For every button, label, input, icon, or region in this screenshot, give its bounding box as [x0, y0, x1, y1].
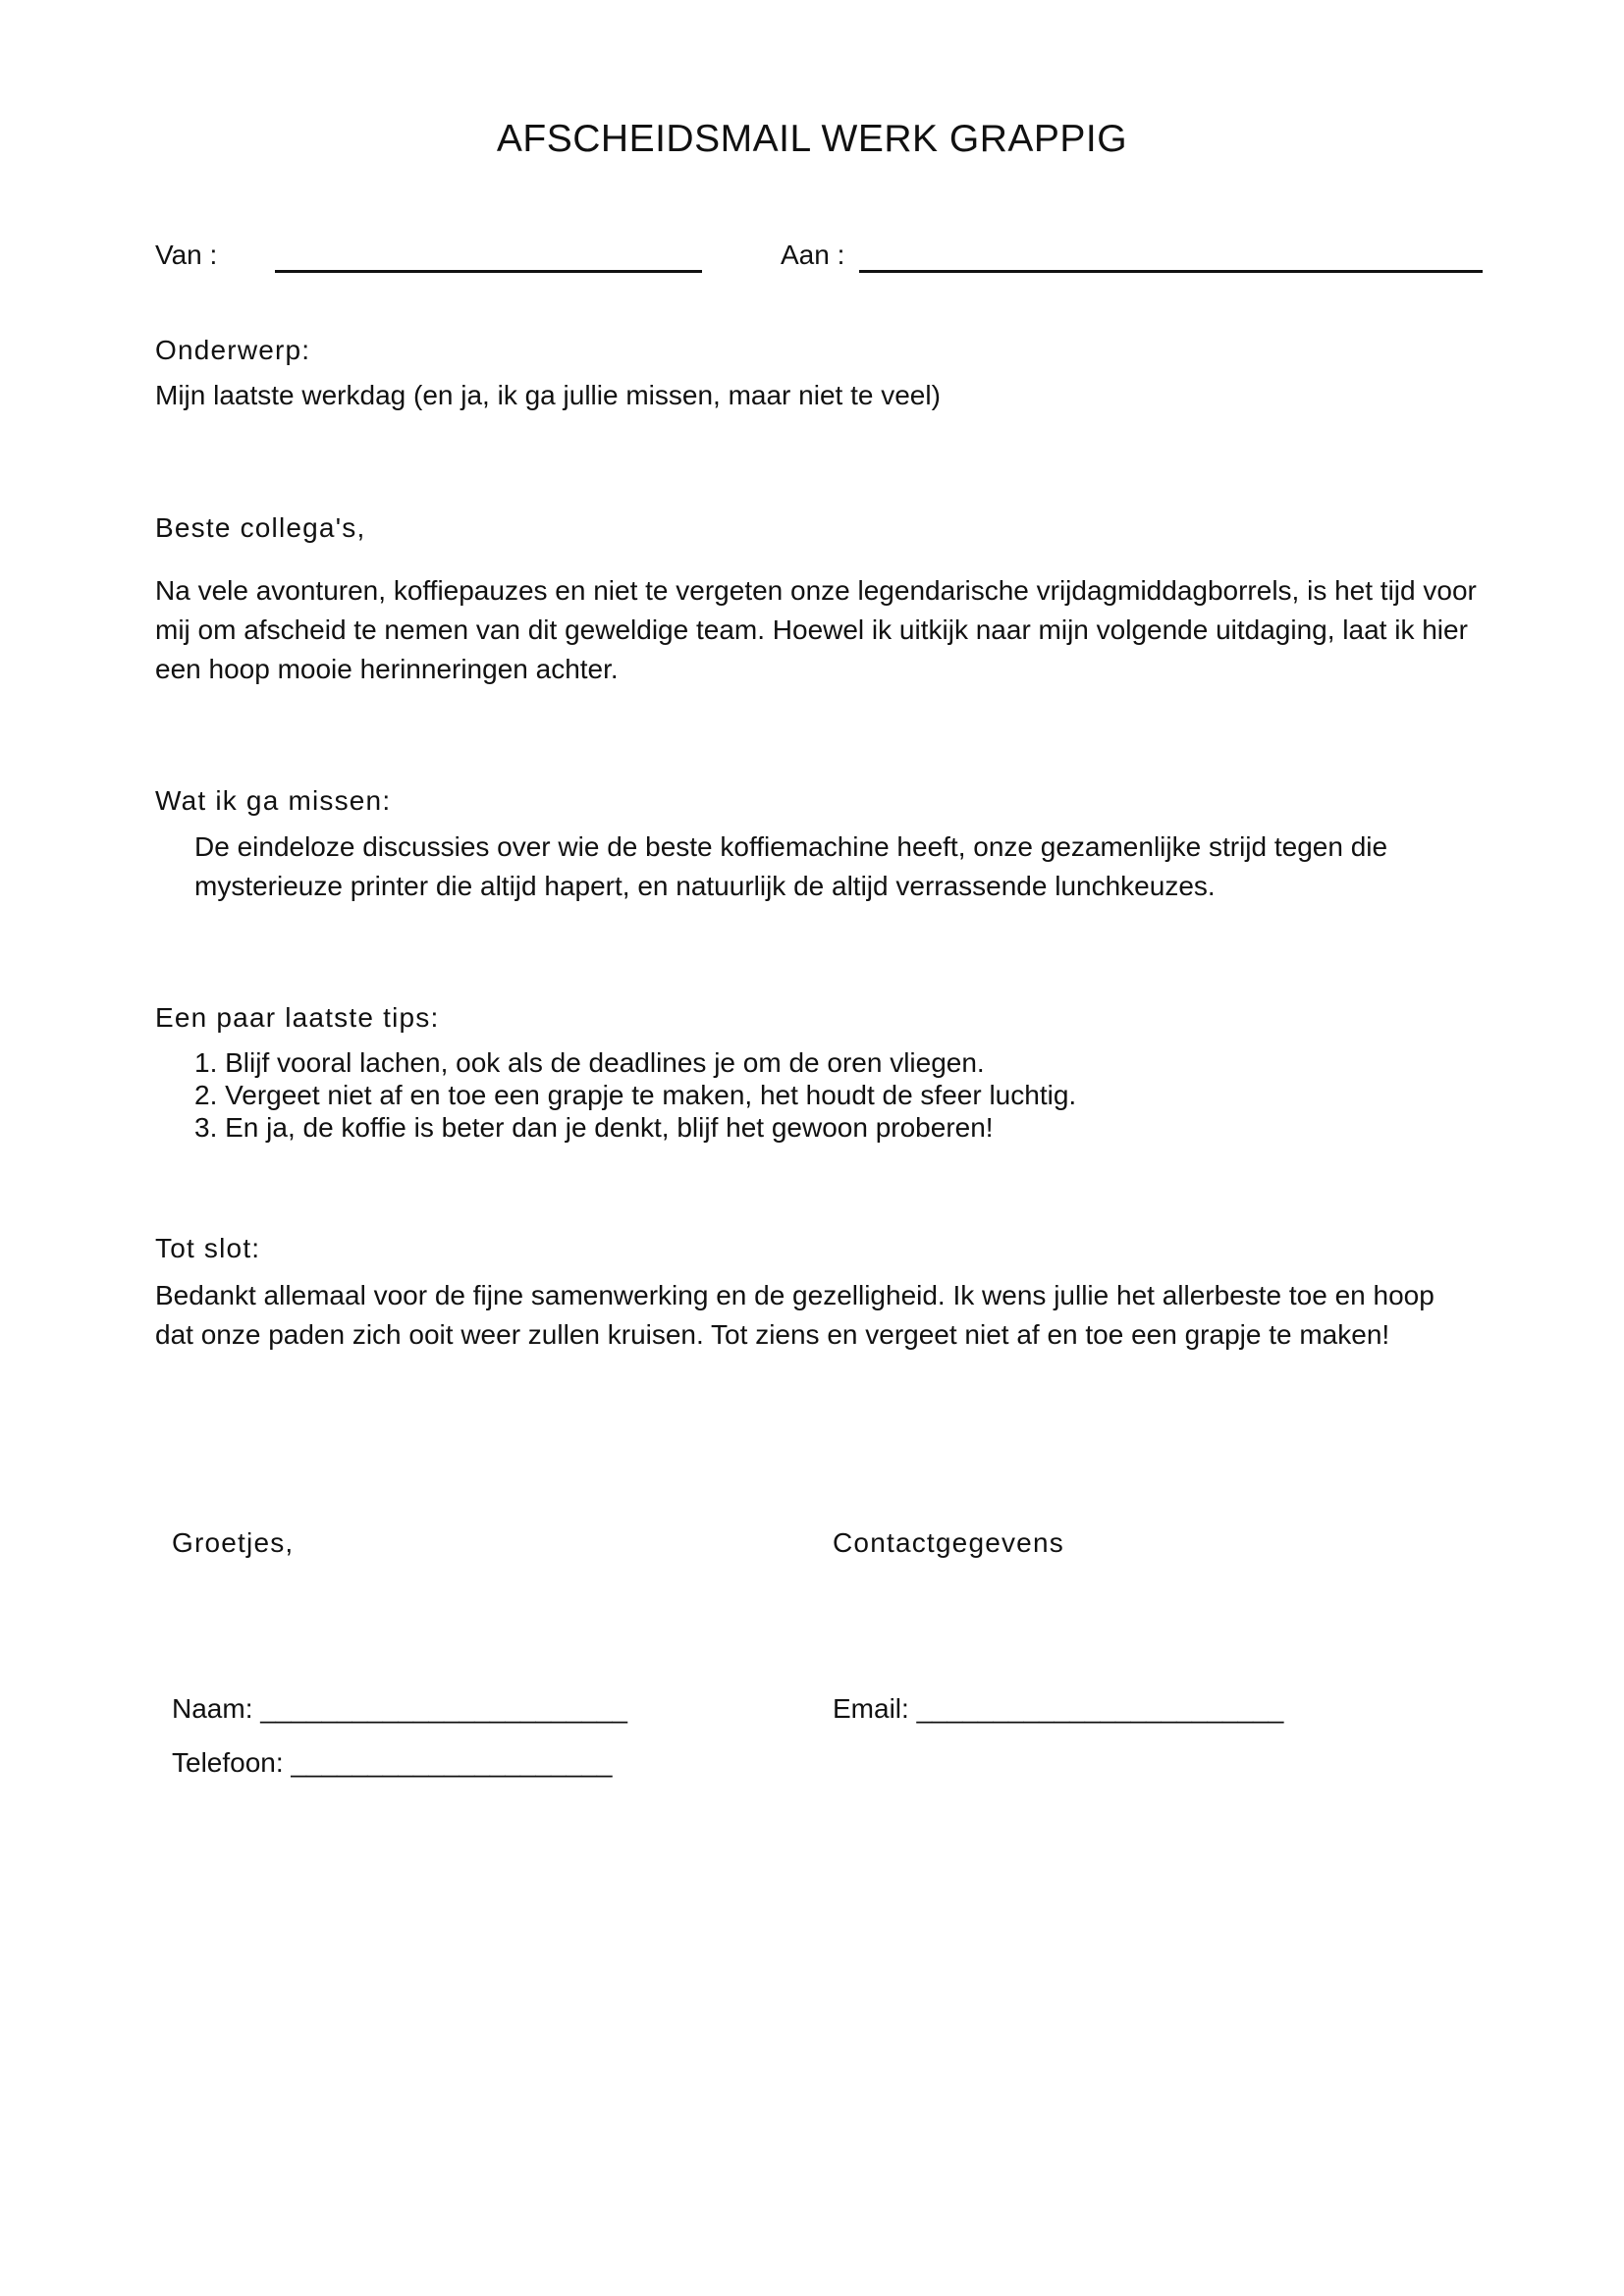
closing-line: dat onze paden zich ooit weer zullen kruisen. Tot ziens en vergeet niet af en toe een grapje te maken!	[155, 1319, 1390, 1350]
intro-line: een hoop mooie herinneringen achter.	[155, 654, 619, 684]
greeting: Beste collega's,	[155, 512, 366, 543]
closing-label: Tot slot:	[155, 1233, 261, 1263]
aan-label: Aan :	[781, 240, 845, 270]
signoff-greeting: Groetjes,	[172, 1527, 295, 1558]
missing-line: mysterieuze printer die altijd hapert, en natuurlijk de altijd verrassende lunchkeuzes.	[194, 871, 1216, 901]
intro-line: Na vele avonturen, koffiepauzes en niet te vergeten onze legendarische vrijdagmiddagborrels, is het tijd voor	[155, 575, 1477, 606]
missing-line: De eindeloze discussies over wie de beste koffiemachine heeft, onze gezamenlijke strijd tegen die	[194, 831, 1388, 862]
van-label: Van :	[155, 240, 218, 270]
list-item: 2. Vergeet niet af en toe een grapje te maken, het houdt de sfeer luchtig.	[194, 1080, 1077, 1110]
closing-paragraph	[155, 1276, 1435, 1355]
email-field[interactable]: Email: ________________________	[833, 1693, 1284, 1724]
document-title: AFSCHEIDSMAIL WERK GRAPPIG	[496, 118, 1128, 160]
closing-line: Bedankt allemaal voor de fijne samenwerking en de gezelligheid. Ik wens jullie het allerbeste toe en hoop	[155, 1280, 1435, 1310]
contact-heading: Contactgegevens	[833, 1527, 1064, 1558]
intro-line: mij om afscheid te nemen van dit geweldige team. Hoewel ik uitkijk naar mijn volgende uitdaging, laat ik hier	[155, 614, 1468, 645]
subject-text: Mijn laatste werkdag (en ja, ik ga jullie missen, maar niet te veel)	[155, 380, 941, 410]
list-item: 1. Blijf vooral lachen, ook als de deadlines je om de oren vliegen.	[194, 1047, 985, 1078]
list-item: 3. En ja, de koffie is beter dan je denkt, blijf het gewoon proberen!	[194, 1112, 994, 1143]
van-field-line[interactable]	[275, 270, 702, 273]
intro-paragraph	[155, 571, 1477, 689]
aan-field-line[interactable]	[859, 270, 1483, 273]
tips-list	[194, 1046, 1076, 1144]
name-field[interactable]: Naam: ________________________	[172, 1693, 627, 1724]
subject-label: Onderwerp:	[155, 335, 311, 365]
phone-field[interactable]: Telefoon: _____________________	[172, 1747, 613, 1778]
missing-paragraph	[194, 828, 1387, 906]
missing-label: Wat ik ga missen:	[155, 785, 392, 816]
tips-label: Een paar laatste tips:	[155, 1002, 440, 1033]
